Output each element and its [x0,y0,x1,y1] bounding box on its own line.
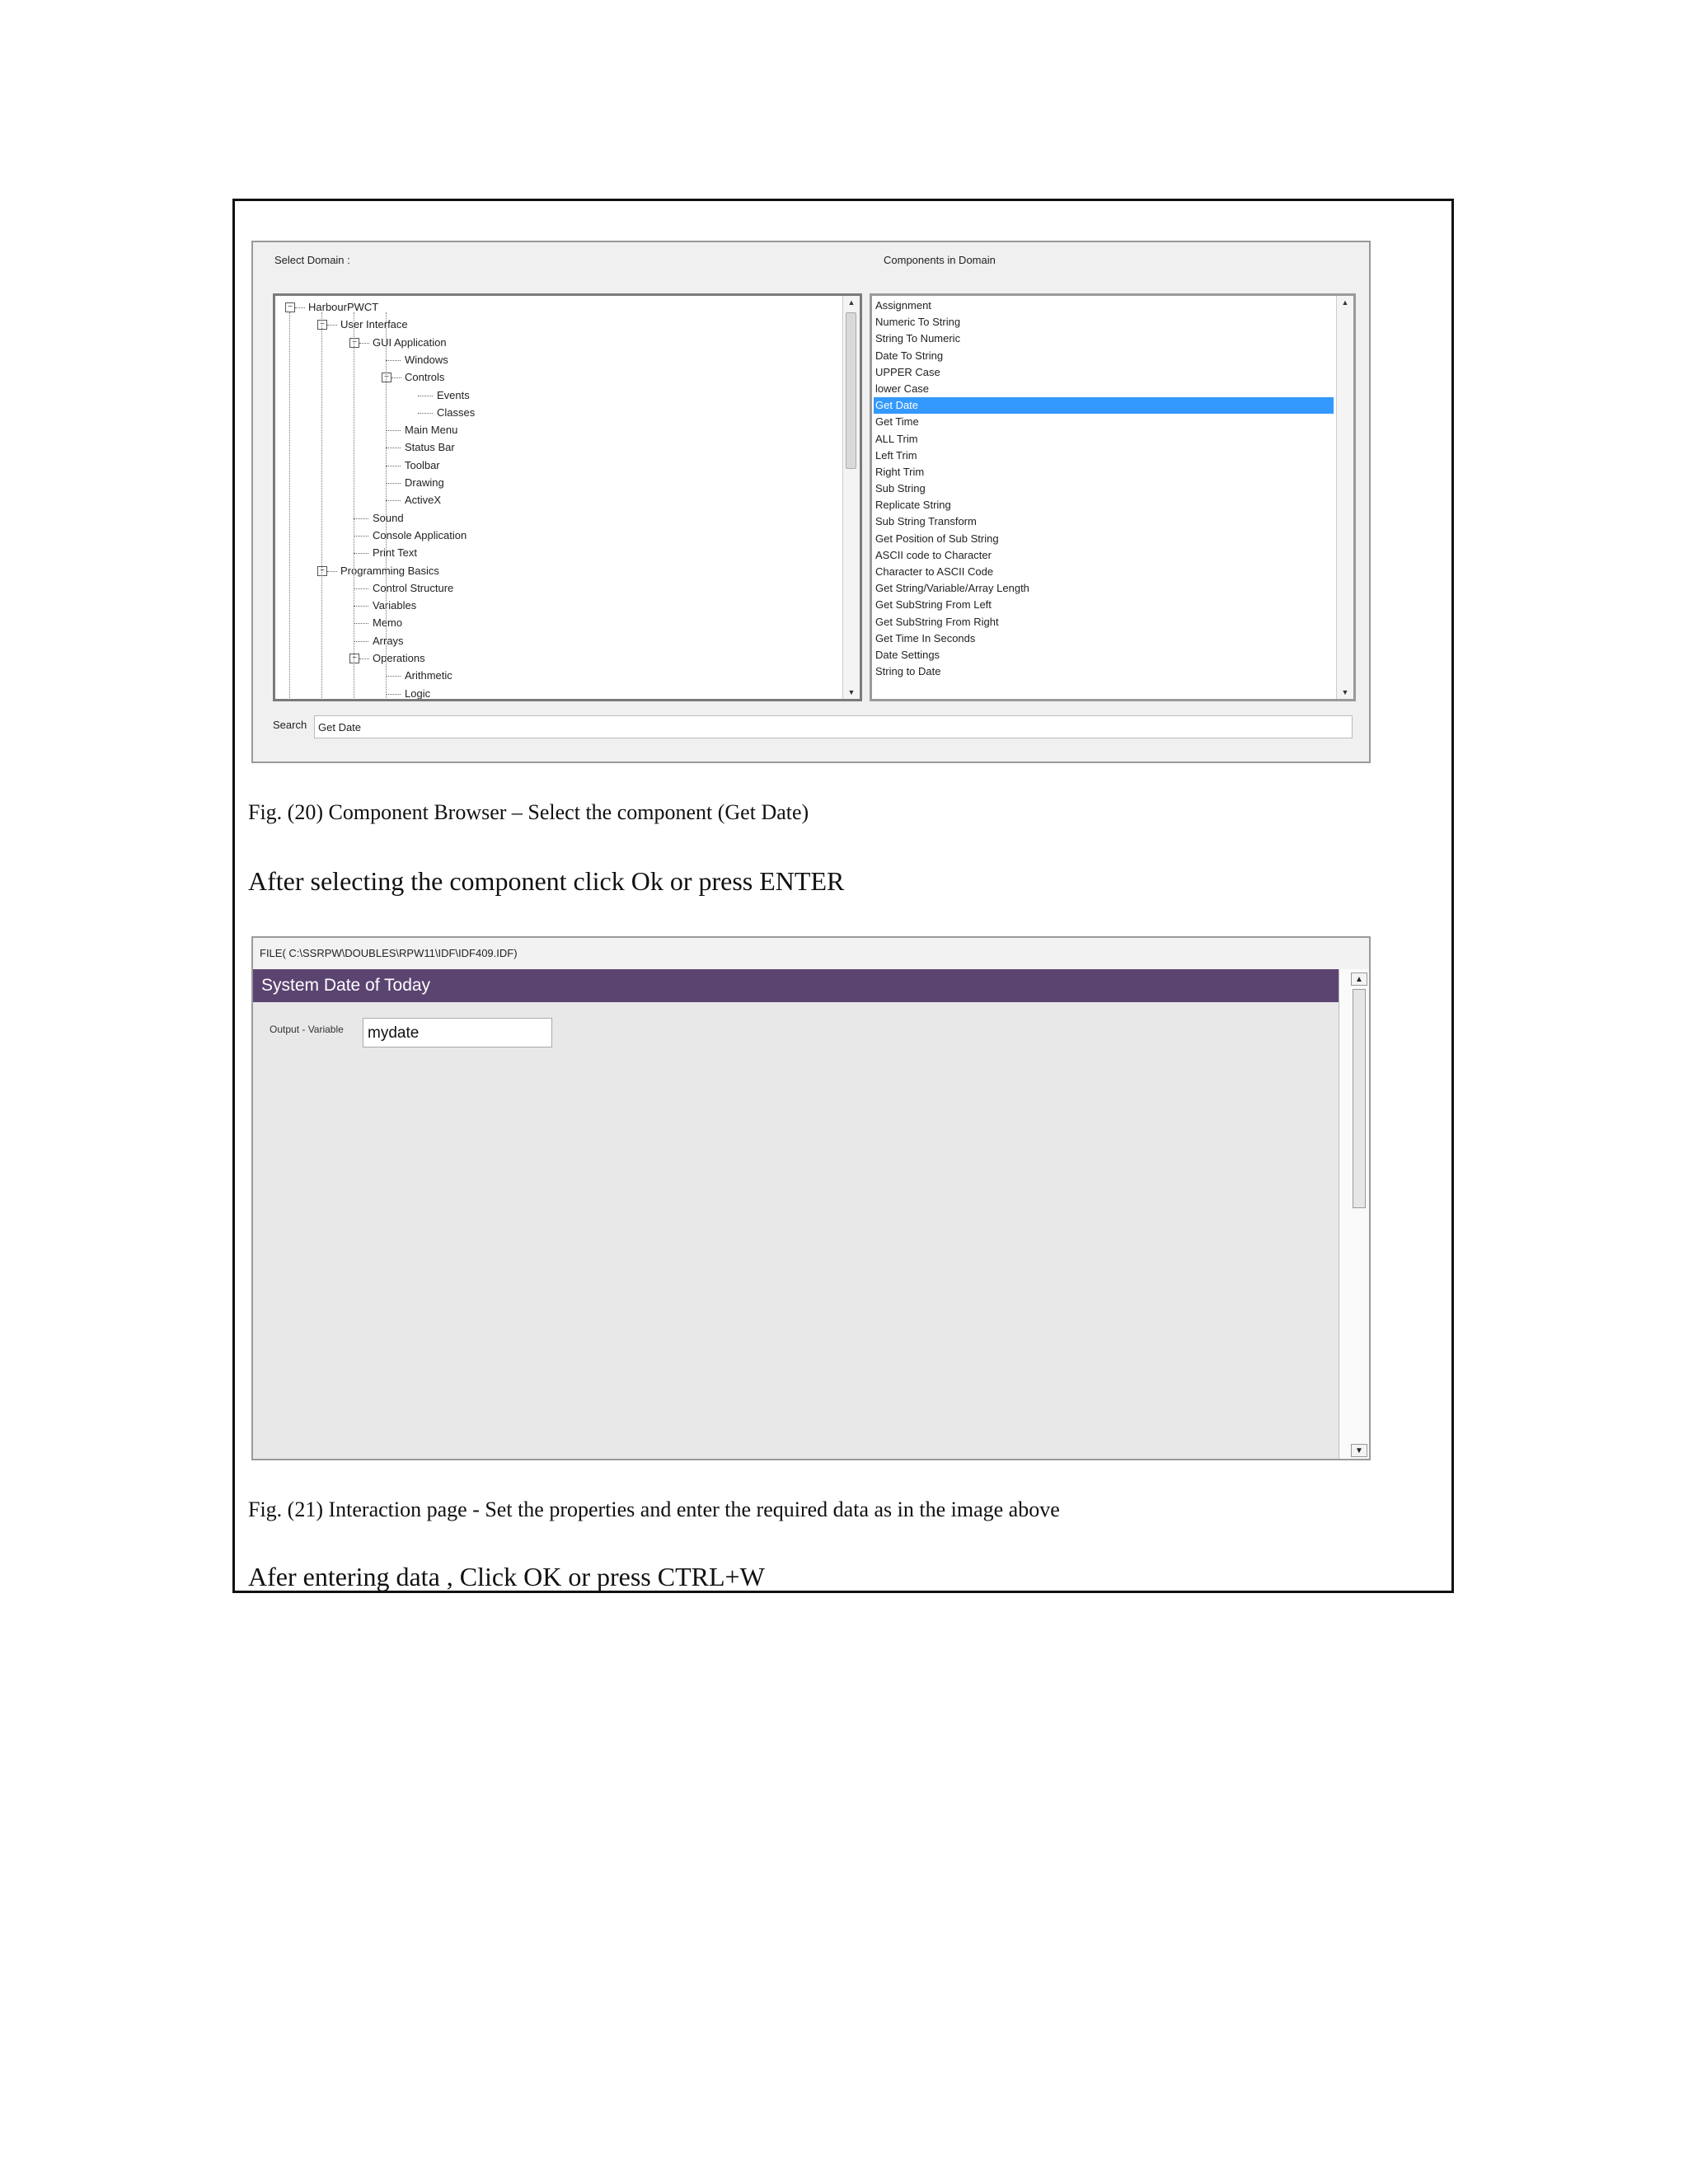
tree-node[interactable] [275,387,842,404]
collapse-toggle-icon[interactable]: − [349,654,359,663]
tree-node-label: Arrays [373,634,404,647]
tree-node[interactable] [275,650,842,667]
figure-21-instruction: Afer entering data , Click OK or press CTRL+W [248,1562,765,1591]
tree-connector [386,430,401,431]
search-label: Search [273,719,307,731]
component-list-item[interactable]: Left Trim [875,448,917,462]
tree-connector [386,483,401,484]
tree-node[interactable] [275,316,842,333]
tree-connector [359,343,369,344]
output-variable-label: Output - Variable [270,1024,344,1035]
component-list-item[interactable]: Assignment [875,299,931,312]
component-list-item[interactable]: Get Time [875,415,919,429]
tree-connector [386,500,401,501]
tree-node[interactable] [275,475,842,491]
tree-node[interactable] [275,580,842,597]
component-list-item[interactable]: Get Position of Sub String [875,532,999,545]
select-domain-label: Select Domain : [274,254,350,266]
domain-tree-panel[interactable] [273,293,862,701]
scroll-down-arrow-icon[interactable]: ▼ [1351,1444,1367,1457]
component-list-item[interactable]: Get Date [874,397,1334,414]
tree-node-label: Print Text [373,546,417,560]
search-input[interactable]: Get Date [314,715,1353,738]
search-row [273,715,1353,743]
tree-node-label: Logic [405,687,431,700]
collapse-toggle-icon[interactable]: − [285,302,295,312]
form-area [253,1002,1339,1459]
interaction-scrollbar[interactable] [1339,969,1369,1459]
component-browser-screenshot [251,241,1371,763]
scroll-down-arrow-icon[interactable]: ▼ [847,688,856,696]
tree-node-label: Events [437,388,470,401]
tree-connector [354,588,368,589]
component-list-item[interactable]: Date To String [875,349,944,362]
tree-node-label: Controls [405,371,445,384]
component-list-item[interactable]: Sub String Transform [875,515,977,528]
component-list-item[interactable]: Get SubString From Left [875,598,992,612]
component-list-item[interactable]: Get Time In Seconds [875,631,976,644]
tree-node-label: Console Application [373,528,467,541]
tree-connector [386,676,401,677]
component-list-item[interactable]: Sub String [875,482,926,495]
tree-node-label: HarbourPWCT [308,301,379,313]
tree-node[interactable] [275,545,842,561]
tree-node-label: GUI Application [373,335,447,349]
component-list-item[interactable]: Character to ASCII Code [875,565,994,578]
file-path-bar: FILE( C:\SSRPW\DOUBLES\RPW11\IDF\IDF409.IDF) [253,938,1369,970]
tree-node-label: Arithmetic [405,669,452,682]
scroll-up-arrow-icon[interactable]: ▲ [847,298,856,307]
tree-node-label: Variables [373,599,417,612]
tree-node[interactable] [275,405,842,421]
component-list-item[interactable]: String to Date [875,665,941,678]
tree-node[interactable] [275,668,842,684]
component-list-item[interactable]: Date Settings [875,648,940,661]
component-list-item[interactable]: ASCII code to Character [875,548,992,561]
figure-20-caption: Fig. (20) Component Browser – Select the component (Get Date) [248,800,809,824]
tree-node-label: Classes [437,405,476,419]
tree-node[interactable] [275,563,842,579]
tree-node[interactable] [275,335,842,351]
collapse-toggle-icon[interactable]: − [382,373,392,382]
components-scrollbar[interactable] [1336,296,1353,699]
interaction-title: System Date of Today [253,969,1339,1002]
tree-node-label: Main Menu [405,424,458,437]
components-list[interactable] [874,298,1334,680]
figure-21-caption: Fig. (21) Interaction page - Set the properties and enter the required data as in the image above [248,1497,1060,1521]
component-list-item[interactable]: Numeric To String [875,316,961,329]
tree-connector [359,658,369,659]
collapse-toggle-icon[interactable]: − [317,566,327,576]
tree-node[interactable] [275,510,842,527]
tree-connector [386,694,401,695]
tree-node[interactable] [275,492,842,509]
component-list-item[interactable]: UPPER Case [875,365,940,378]
tree-node-label: ActiveX [405,494,442,507]
tree-node[interactable] [275,422,842,438]
collapse-toggle-icon[interactable]: − [317,320,327,330]
tree-connector [354,641,368,642]
tree-node[interactable] [275,457,842,474]
tree-node-label: Toolbar [405,458,440,471]
tree-guide-line [386,312,387,700]
tree-node-label: Drawing [405,476,444,489]
tree-node[interactable] [275,598,842,614]
component-list-item[interactable]: Right Trim [875,465,925,478]
tree-scroll-thumb[interactable] [846,312,856,469]
components-list-panel[interactable] [870,293,1356,701]
tree-connector [295,307,305,308]
tree-connector [327,571,337,572]
output-variable-input[interactable]: mydate [363,1018,552,1047]
component-list-item[interactable]: lower Case [875,382,930,395]
tree-node-label: Sound [373,511,404,524]
interaction-page-screenshot [251,936,1371,1460]
tree-node-label: Operations [373,652,425,664]
tree-node-label: Memo [373,616,403,630]
tree-guide-line [321,312,322,700]
scroll-down-arrow-icon[interactable]: ▼ [1341,688,1349,696]
tree-node[interactable] [275,352,842,368]
tree-node-label: Control Structure [373,581,454,594]
scroll-up-arrow-icon[interactable]: ▲ [1351,972,1367,986]
scroll-up-arrow-icon[interactable]: ▲ [1341,298,1349,307]
figure-20-instruction: After selecting the component click Ok or press ENTER [248,866,845,896]
interaction-scroll-thumb[interactable] [1353,989,1366,1208]
tree-node[interactable] [275,527,842,544]
tree-node-label: User Interface [340,318,408,331]
tree-connector [354,606,368,607]
tree-node-label: Programming Basics [340,564,439,577]
collapse-toggle-icon[interactable]: − [349,338,359,348]
tree-connector [354,518,368,519]
tree-guide-line [289,312,290,700]
component-list-item[interactable]: Get SubString From Right [875,615,999,628]
tree-node[interactable] [275,615,842,631]
tree-connector [392,377,401,378]
tree-connector [354,536,368,537]
tree-connector [354,553,368,554]
tree-node-label: Status Bar [405,441,455,454]
tree-node[interactable] [275,369,842,386]
component-list-item[interactable]: String To Numeric [875,332,961,345]
tree-node[interactable] [275,439,842,456]
tree-node[interactable] [275,299,842,316]
components-in-domain-label: Components in Domain [884,254,996,266]
tree-connector [354,623,368,624]
component-list-item[interactable]: ALL Trim [875,432,918,445]
tree-connector [418,413,433,414]
tree-connector [327,325,337,326]
domain-tree[interactable] [275,296,842,699]
tree-node[interactable] [275,686,842,701]
tree-scrollbar[interactable] [842,296,860,699]
tree-node-label: Windows [405,353,448,366]
component-list-item[interactable]: Get String/Variable/Array Length [875,582,1029,595]
tree-node[interactable] [275,633,842,649]
component-list-item[interactable]: Replicate String [875,499,951,512]
tree-connector [386,360,401,361]
